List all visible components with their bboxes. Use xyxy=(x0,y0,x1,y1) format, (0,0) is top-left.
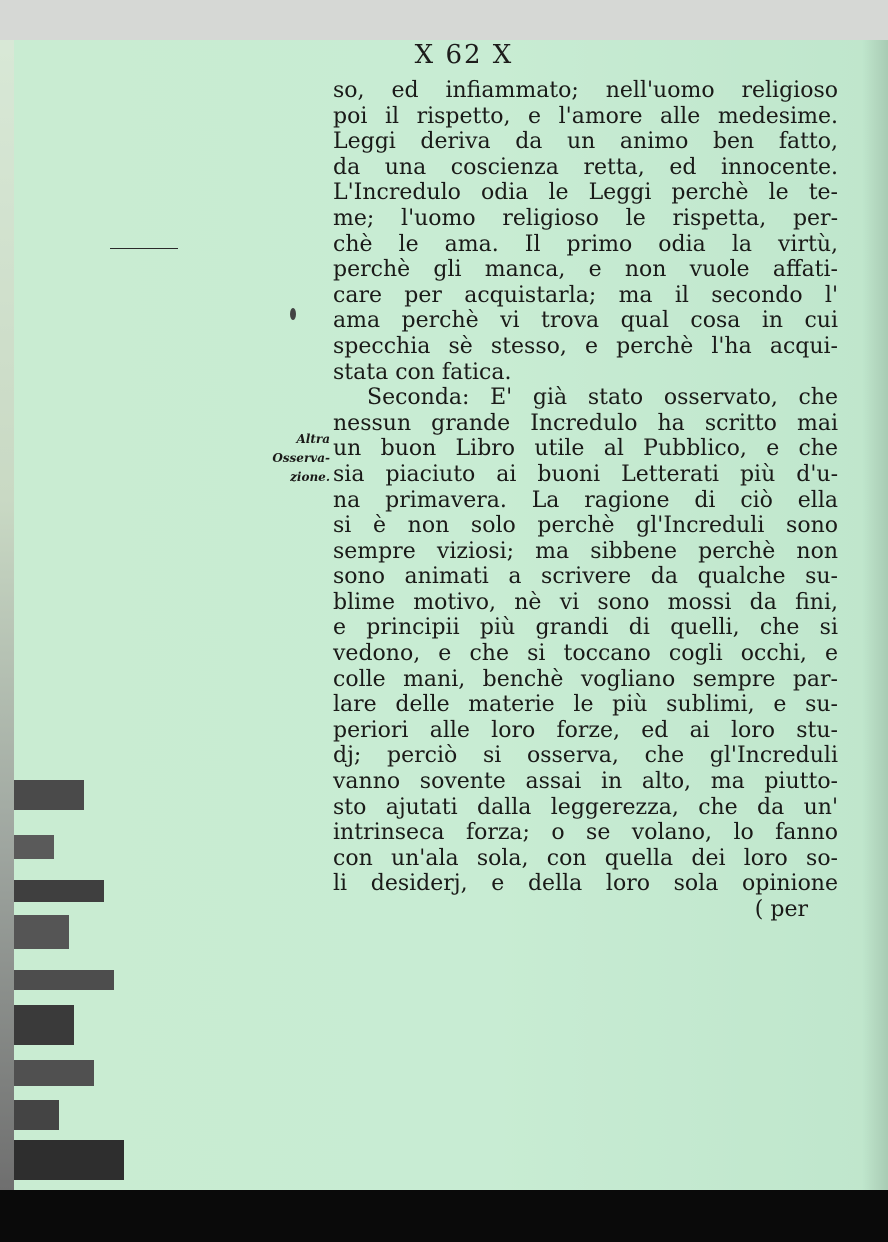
margin-rule xyxy=(110,248,178,249)
text-line: Leggi deriva da un animo ben fatto, xyxy=(333,129,838,155)
text-line: un buon Libro utile al Pubblico, e che xyxy=(333,436,838,462)
text-line: perchè gli manca, e non vuole affati- xyxy=(333,257,838,283)
text-line: dj; perciò si osserva, che gl'Increduli xyxy=(333,743,838,769)
scan-bottom-margin xyxy=(0,1190,888,1242)
text-line: sono animati a scrivere da qualche su- xyxy=(333,564,838,590)
text-line: vedono, e che si toccano cogli occhi, e xyxy=(333,641,838,667)
body-text xyxy=(333,78,838,923)
ink-speck xyxy=(290,308,296,320)
text-line: specchia sè stesso, e perchè l'ha acqui- xyxy=(333,333,838,359)
text-line: con un'ala sola, con quella dei loro so- xyxy=(333,845,838,871)
page-header xyxy=(0,40,888,70)
page-gutter-shadow xyxy=(862,40,888,1190)
text-line: sia piaciuto ai buoni Letterati più d'u- xyxy=(333,461,838,487)
page-number: X 62 X xyxy=(414,40,514,70)
text-line: poi il rispetto, e l'amore alle medesime. xyxy=(333,103,838,129)
text-line: li desiderj, e della loro sola opinione xyxy=(333,871,838,897)
text-line: da una coscienza retta, ed innocente. xyxy=(333,154,838,180)
text-line: si è non solo perchè gl'Increduli sono xyxy=(333,513,838,539)
text-line: sempre viziosi; ma sibbene perchè non xyxy=(333,538,838,564)
text-line: vanno sovente assai in alto, ma piutto- xyxy=(333,769,838,795)
margin-note-line: zione. xyxy=(290,470,330,484)
margin-note xyxy=(268,430,330,487)
margin-note-line: Altra xyxy=(296,432,330,446)
text-line: ama perchè vi trova qual cosa in cui xyxy=(333,308,838,334)
text-line: blime motivo, nè vi sono mossi da fini, xyxy=(333,589,838,615)
text-line: chè le ama. Il primo odia la virtù, xyxy=(333,231,838,257)
text-line: stata con fatica. xyxy=(333,359,512,385)
text-line: na primavera. La ragione di ciò ella xyxy=(333,487,838,513)
text-line: intrinseca forza; o se volano, lo fanno xyxy=(333,820,838,846)
text-line: e principii più grandi di quelli, che si xyxy=(333,615,838,641)
text-line: periori alle loro forze, ed ai loro stu- xyxy=(333,717,838,743)
text-line: nessun grande Incredulo ha scritto mai xyxy=(333,410,838,436)
text-line: Seconda: E' già stato osservato, che xyxy=(367,385,838,411)
scan-artifact-edge xyxy=(14,740,134,1190)
text-line: me; l'uomo religioso le rispetta, per- xyxy=(333,205,838,231)
text-line: care per acquistarla; ma il secondo l' xyxy=(333,282,838,308)
text-line: so, ed infiammato; nell'uomo religioso xyxy=(333,78,838,103)
catchword: ( per xyxy=(754,897,808,922)
text-line: lare delle materie le più sublimi, e su- xyxy=(333,692,838,718)
text-line: colle mani, benchè vogliano sempre par- xyxy=(333,666,838,692)
margin-note-line: Osserva- xyxy=(272,451,330,465)
text-line: sto ajutati dalla leggerezza, che da un' xyxy=(333,794,838,820)
text-line: L'Incredulo odia le Leggi perchè le te- xyxy=(333,180,838,206)
page-left-edge xyxy=(0,40,14,1190)
